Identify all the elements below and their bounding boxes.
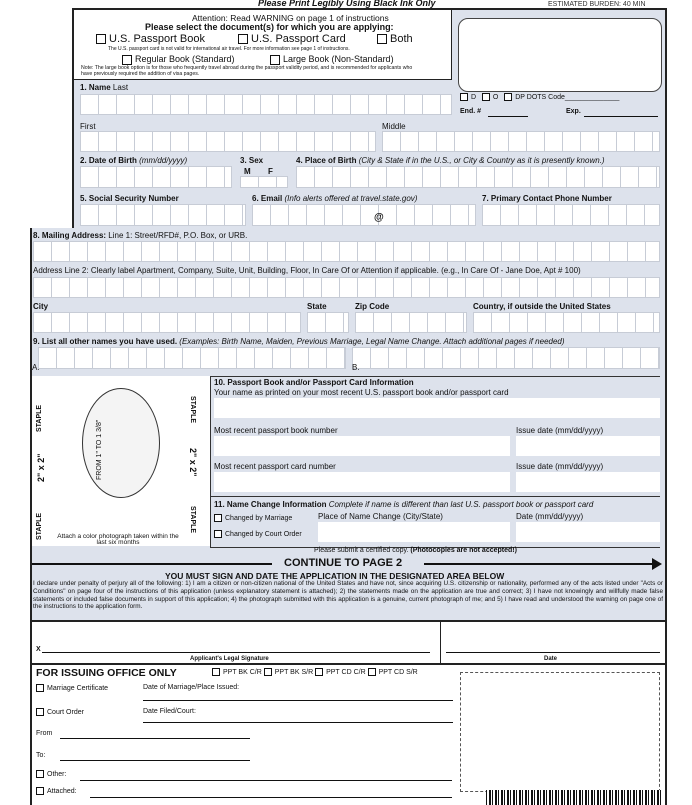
email-input[interactable] [252, 204, 476, 226]
label: Changed by Marriage [225, 514, 293, 522]
section-11-title: 11. Name Change Information [214, 500, 327, 509]
checkbox[interactable] [96, 34, 106, 44]
zip-label: Zip Code [355, 302, 390, 311]
from-label: From [36, 730, 53, 737]
option-passport-card[interactable] [238, 33, 346, 45]
signature-line[interactable] [42, 652, 430, 653]
country-input[interactable] [473, 312, 660, 333]
declaration-text: I declare under penalty of perjury all of the following: 1) I am a citizen or non-citizen national of the United States and have not, since acquiring U.S. citizenship or nationality, performed any of the acts listed under "Acts or Conditions" on page four of the instructions of this application (unless explanatory statement is attached); 2) the statements made on the application are true and correct; 3) I have not knowingly and willfully made false statements or included false documents in support of this application; 4) the photograph submitted with this application is a genuine, current photograph of me; and 5) I have read and understood the warning on page one of the instructions to the application form. [33, 580, 663, 611]
checkbox[interactable] [270, 55, 280, 65]
print-note: Please Print Legibly Using Black Ink Only [258, 0, 436, 8]
staple-label: STAPLE [189, 506, 196, 534]
attention-text: Attention: Read WARNING on page 1 of instructions [192, 13, 389, 23]
first-name-input[interactable] [80, 131, 376, 152]
code: PPT BK S/R [274, 668, 314, 676]
last-name-input[interactable] [80, 94, 452, 115]
place-change-input[interactable] [318, 522, 510, 542]
pob-input[interactable] [296, 166, 660, 188]
at-sign: @ [374, 212, 384, 223]
email-hint: (Info alerts offered at travel.state.gov) [284, 194, 418, 203]
pob-label: 4. Place of Birth [296, 156, 357, 165]
email-label: 6. Email [252, 194, 283, 203]
city-label: City [33, 302, 49, 311]
label: U.S. Passport Card [251, 33, 346, 45]
label: Both [390, 33, 413, 45]
country-label: Country, if outside the United States [473, 302, 611, 311]
arrow-right-icon [652, 558, 662, 570]
checkbox[interactable] [368, 668, 376, 676]
issuing-office-title: FOR ISSUING OFFICE ONLY [36, 667, 177, 679]
signature-label: Applicant's Legal Signature [190, 656, 269, 662]
option-large-book[interactable] [270, 54, 394, 65]
marriage-cert-option[interactable] [36, 684, 108, 692]
middle-label: Middle [382, 122, 406, 131]
middle-name-input[interactable] [382, 131, 660, 152]
label: Other: [47, 770, 67, 778]
checkbox[interactable] [212, 668, 220, 676]
other-names-label: 9. List all other names you have used. [33, 337, 178, 346]
office-stamp-box [458, 18, 662, 92]
checkbox[interactable] [315, 668, 323, 676]
checkbox[interactable] [122, 55, 132, 65]
photo-size-label: 2" x 2" [36, 453, 46, 482]
dob-format: (mm/dd/yyyy) [139, 156, 188, 165]
option-regular-book[interactable] [122, 54, 235, 65]
date-label: Date [544, 656, 558, 662]
signature-area [30, 620, 667, 665]
ssn-label: 5. Social Security Number [80, 194, 179, 203]
label: Large Book (Non-Standard) [283, 54, 394, 64]
submit-note: Please submit a certified copy. [314, 547, 409, 554]
continue-to-page-2: CONTINUE TO PAGE 2 [284, 557, 403, 569]
to-label: To: [36, 752, 46, 759]
t: 1. Name [80, 83, 111, 92]
a-label: A. [32, 363, 40, 372]
checkbox[interactable] [460, 93, 468, 101]
checkbox[interactable] [36, 684, 44, 692]
signature-x: X [36, 646, 41, 653]
checkbox[interactable] [36, 708, 44, 716]
date-line[interactable] [446, 652, 660, 653]
marriage-date-label: Date of Marriage/Place Issued: [143, 684, 240, 691]
issuing-codes [212, 668, 418, 676]
staple-label: STAPLE [36, 512, 43, 540]
dob-input[interactable] [80, 166, 232, 188]
code: PPT CD C/R [326, 668, 366, 676]
card-issue-input[interactable] [516, 472, 660, 492]
end-label: End. # [460, 108, 482, 115]
stamp-area [460, 672, 660, 792]
dp-label: DP [515, 93, 525, 101]
name-on-passport-input[interactable] [214, 398, 660, 418]
checkbox[interactable] [238, 34, 248, 44]
sex-m[interactable]: M [244, 167, 251, 176]
card-issue-label: Issue date (mm/dd/yyyy) [516, 462, 604, 471]
first-label: First [80, 122, 96, 131]
mail-hint: Line 1: Street/RFD#, P.O. Box, or URB. [108, 231, 248, 240]
book-number-label: Most recent passport book number [214, 426, 338, 435]
section-10-sub: Your name as printed on your most recent U.S. passport book and/or passport card [214, 388, 509, 397]
state-label: State [307, 302, 327, 311]
option-passport-book[interactable] [96, 33, 205, 45]
state-input[interactable] [307, 312, 349, 333]
head-outline-icon [82, 388, 160, 498]
changed-marriage-option[interactable] [214, 514, 292, 522]
code: PPT BK C/R [223, 668, 262, 676]
staple-label: STAPLE [189, 396, 196, 424]
zip-input[interactable] [355, 312, 467, 333]
label: Regular Book (Standard) [135, 54, 235, 64]
section-11-hint: Complete if name is different than last U.S. passport book or passport card [328, 500, 594, 509]
label: Attached: [47, 787, 77, 795]
other-name-b-input[interactable] [352, 347, 660, 369]
court-order-option[interactable] [36, 708, 84, 716]
changed-court-option[interactable] [214, 530, 302, 538]
phone-label: 7. Primary Contact Phone Number [482, 194, 612, 203]
address-line2-label: Address Line 2: Clearly label Apartment, Company, Suite, Unit, Building, Floor, In Care Of or Attention if applicable. (e.g., In Care Of - Jane Doe, Apt # 100) [33, 266, 581, 275]
d-label: D [471, 93, 477, 101]
code: PPT CD S/R [378, 668, 418, 676]
ssn-input[interactable] [80, 204, 246, 226]
checkbox[interactable] [214, 530, 222, 538]
other-name-a-input[interactable] [38, 347, 346, 369]
name-label [80, 83, 128, 92]
card-note: The U.S. passport card is not valid for international air travel. For more information see page 1 of instructions. [108, 46, 350, 52]
card-number-input[interactable] [214, 472, 510, 492]
staple-label: STAPLE [36, 404, 43, 432]
attached-option[interactable] [36, 787, 77, 795]
other-names-hint: (Examples: Birth Name, Maiden, Previous Marriage, Legal Name Change. Attach additional pages if needed) [179, 337, 565, 346]
address-line1-input[interactable] [33, 241, 660, 262]
label: U.S. Passport Book [109, 33, 205, 45]
select-prompt: Please select the document(s) for which you are applying: [145, 22, 394, 32]
estimated-burden: ESTIMATED BURDEN: 40 MIN [548, 1, 646, 8]
place-change-label: Place of Name Change (City/State) [318, 512, 443, 521]
label: Changed by Court Order [225, 530, 302, 538]
phone-input[interactable] [482, 204, 660, 226]
checkbox[interactable] [482, 93, 490, 101]
card-number-label: Most recent passport card number [214, 462, 336, 471]
checkbox[interactable] [36, 787, 44, 795]
address-line2-input[interactable] [33, 277, 660, 298]
other-option[interactable] [36, 770, 66, 778]
label: Court Order [47, 708, 84, 716]
book-issue-label: Issue date (mm/dd/yyyy) [516, 426, 604, 435]
pob-hint: (City & State if in the U.S., or City & Country as it is presently known.) [358, 156, 605, 165]
declaration-title: YOU MUST SIGN AND DATE THE APPLICATION IN THE DESIGNATED AREA BELOW [165, 571, 505, 581]
checkbox[interactable] [36, 770, 44, 778]
date-change-label: Date (mm/dd/yyyy) [516, 512, 584, 521]
b-label: B. [352, 363, 360, 372]
dob-label: 2. Date of Birth [80, 156, 137, 165]
sex-input[interactable] [240, 176, 288, 188]
city-input[interactable] [33, 312, 301, 333]
photo-size-guide: FROM 1" TO 1 3/8" [96, 419, 103, 480]
label: Marriage Certificate [47, 684, 109, 692]
photo-caption: Attach a color photograph taken within the last six months [57, 533, 179, 546]
sex-f[interactable]: F [268, 167, 273, 176]
book-number-input[interactable] [214, 436, 510, 456]
checkbox[interactable] [377, 34, 387, 44]
o-label: O [492, 93, 499, 101]
checkbox[interactable] [214, 514, 222, 522]
mail-label: 8. Mailing Address: [33, 231, 107, 240]
section-10-title: 10. Passport Book and/or Passport Card Information [214, 378, 414, 387]
office-codes: D O DP DOTS Code______________ [460, 93, 619, 101]
exp-label: Exp. [566, 108, 581, 115]
dots-label: DOTS Code [526, 93, 565, 101]
t: Last [112, 83, 129, 92]
date-change-input[interactable] [516, 522, 660, 542]
checkbox[interactable] [264, 668, 272, 676]
option-both[interactable] [377, 33, 413, 45]
large-book-note: Note: The large book option is for those who frequently travel abroad during the passport validity period, and is recommended for applicants who have previously required the addition of visa pages. [81, 65, 413, 77]
court-date-label: Date Filed/Court: [143, 708, 196, 715]
book-issue-input[interactable] [516, 436, 660, 456]
photocopy-note: (Photocopies are not accepted!) [410, 547, 517, 554]
photo-size-label: 2" x 2" [188, 448, 198, 477]
barcode-icon [486, 790, 662, 805]
checkbox[interactable] [504, 93, 512, 101]
sex-label: 3. Sex [240, 156, 264, 165]
